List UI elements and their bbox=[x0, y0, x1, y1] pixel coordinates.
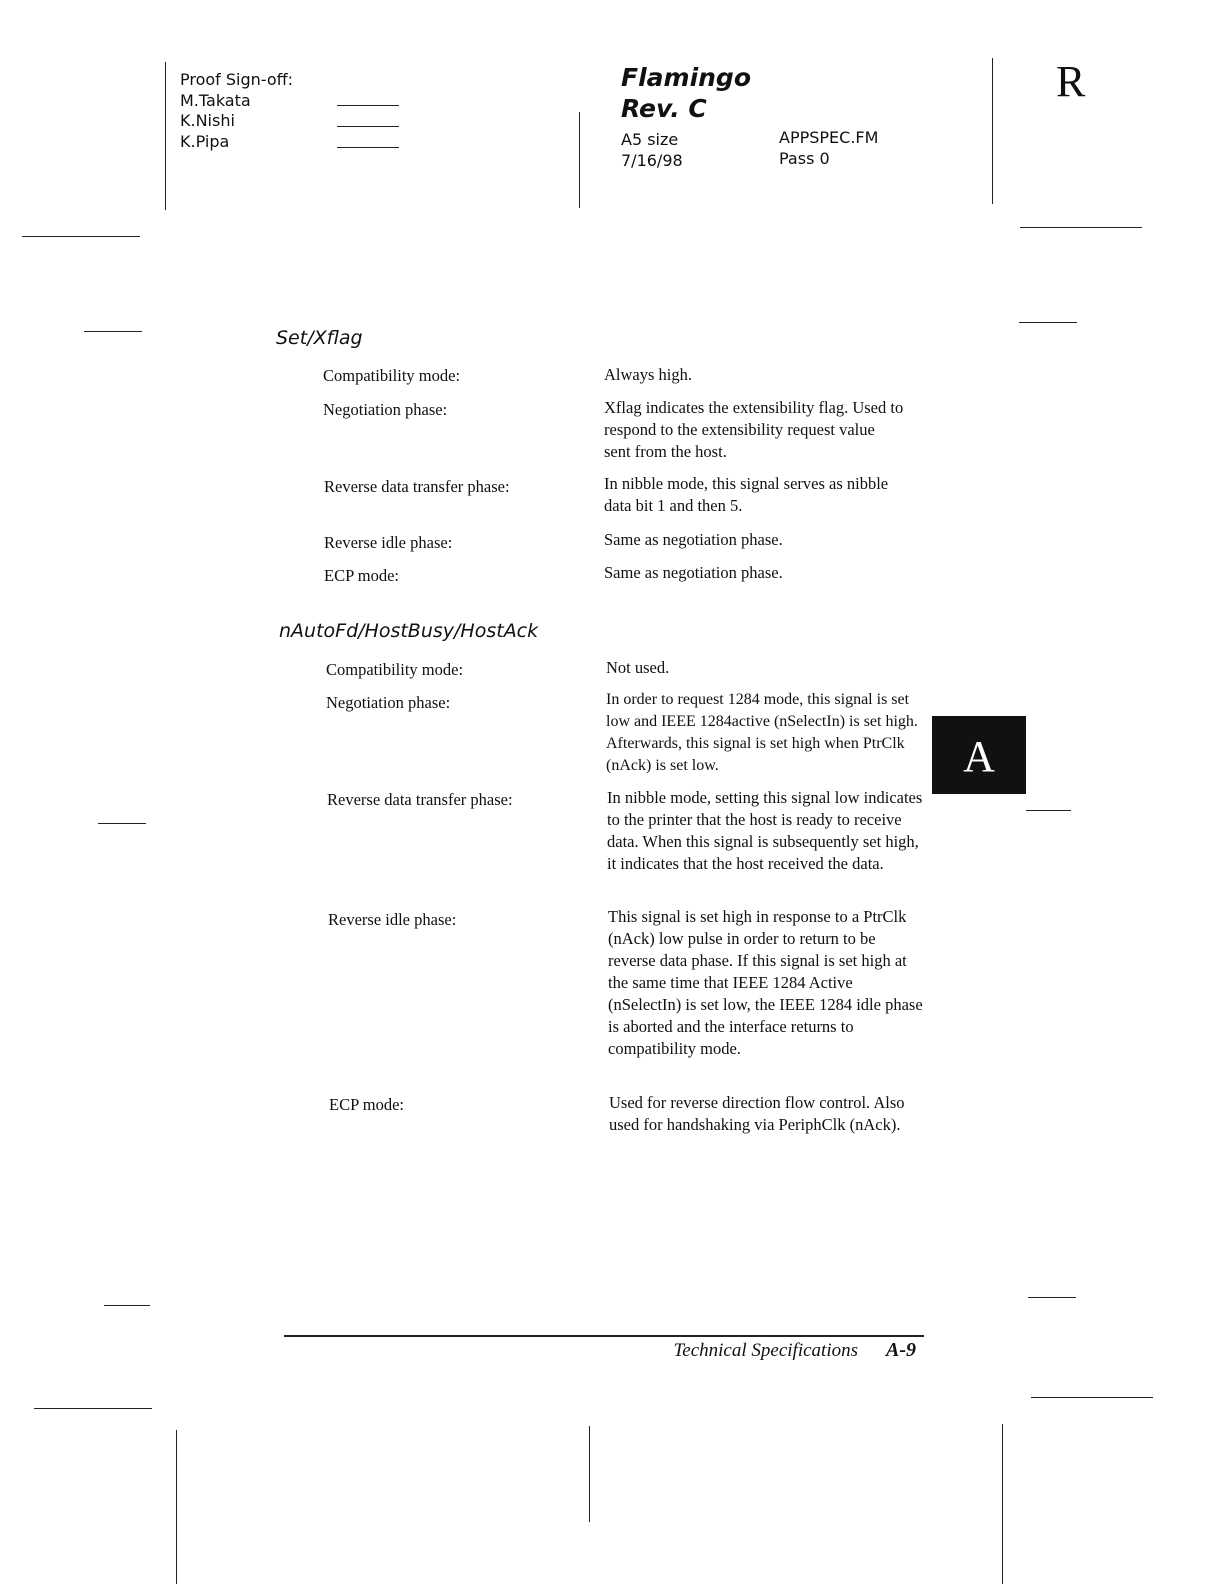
signer-name: K.Nishi bbox=[180, 111, 235, 130]
row-text: Xflag indicates the extensibility flag. Used to respond to the extensibility request value sent from the host. bbox=[604, 398, 904, 461]
row-text: Used for reverse direction flow control. Also used for handshaking via PeriphClk (nAck). bbox=[609, 1093, 905, 1134]
crop-mark bbox=[1026, 810, 1071, 811]
row-text: Not used. bbox=[606, 658, 670, 677]
crop-mark bbox=[1019, 322, 1077, 323]
brand-block bbox=[621, 62, 751, 124]
row-text: Same as negotiation phase. bbox=[604, 563, 783, 582]
crop-mark bbox=[165, 62, 166, 210]
page-size: A5 size bbox=[621, 130, 679, 149]
doc-meta-left bbox=[621, 129, 683, 171]
crop-mark bbox=[1028, 1297, 1076, 1298]
signature-line bbox=[337, 126, 399, 127]
row-label: Compatibility mode: bbox=[326, 660, 464, 679]
section-heading: nAutoFd/HostBusy/HostAck bbox=[279, 620, 539, 642]
row-label: Compatibility mode: bbox=[323, 366, 461, 385]
crop-mark bbox=[1020, 227, 1142, 228]
footer-title: Technical Specifications bbox=[673, 1340, 858, 1361]
row-label: ECP mode: bbox=[324, 566, 400, 585]
crop-mark bbox=[992, 58, 993, 204]
row-text: In nibble mode, setting this signal low indicates to the printer that the host is ready to receive data. When this signal is subsequently set high, it indicates that the host received the data. bbox=[607, 788, 923, 873]
row-text: In order to request 1284 mode, this signal is set low and IEEE 1284active (nSelectIn) is set high. Afterwards, this signal is set high when PtrClk (nAck) is set low. bbox=[606, 691, 918, 774]
row-label: ECP mode: bbox=[329, 1095, 405, 1114]
crop-mark bbox=[1031, 1397, 1153, 1398]
row-label: Reverse idle phase: bbox=[328, 910, 457, 929]
crop-mark bbox=[1002, 1424, 1003, 1584]
pass-number: Pass 0 bbox=[779, 149, 830, 168]
brand-name: Flamingo bbox=[621, 63, 752, 92]
row-label: Reverse data transfer phase: bbox=[327, 790, 513, 809]
signature-line bbox=[337, 105, 399, 106]
crop-mark bbox=[22, 236, 140, 237]
doc-date: 7/16/98 bbox=[621, 151, 683, 170]
crop-mark bbox=[98, 823, 146, 824]
row-text: This signal is set high in response to a PtrClk (nAck) low pulse in order to return to be reverse data phase. If this signal is set high at the same time that IEEE 1284 Active (nSelectIn) is set low, the IEEE 1284 idle phase is aborted and the interface returns to compatibility mode. bbox=[608, 907, 923, 1058]
row-label: Negotiation phase: bbox=[326, 693, 451, 712]
signer-name: K.Pipa bbox=[180, 131, 230, 151]
row-label: Reverse idle phase: bbox=[324, 533, 453, 552]
row-text: Same as negotiation phase. bbox=[604, 530, 783, 549]
row-label: Reverse data transfer phase: bbox=[324, 477, 510, 496]
footer-rule bbox=[284, 1335, 924, 1337]
row-text: Always high. bbox=[604, 365, 692, 384]
revision: Rev. C bbox=[621, 94, 707, 123]
crop-mark bbox=[84, 331, 142, 332]
crop-mark bbox=[34, 1408, 152, 1409]
signoff-title: Proof Sign-off: bbox=[180, 70, 294, 89]
crop-mark bbox=[176, 1430, 177, 1584]
appendix-tab: A bbox=[932, 716, 1026, 794]
file-name: APPSPEC.FM bbox=[779, 128, 879, 147]
crop-mark bbox=[589, 1426, 590, 1522]
section-heading: Set/Xflag bbox=[276, 327, 363, 349]
corner-letter: R bbox=[1056, 57, 1086, 106]
crop-mark bbox=[104, 1305, 150, 1306]
signature-line bbox=[337, 147, 399, 148]
crop-mark bbox=[579, 112, 580, 208]
doc-meta-right bbox=[779, 127, 878, 169]
row-text: In nibble mode, this signal serves as nibble data bit 1 and then 5. bbox=[604, 474, 889, 515]
page-number: A-9 bbox=[886, 1339, 916, 1361]
signer-name: M.Takata bbox=[180, 90, 251, 110]
row-label: Negotiation phase: bbox=[323, 400, 448, 419]
signoff-block bbox=[180, 70, 293, 152]
